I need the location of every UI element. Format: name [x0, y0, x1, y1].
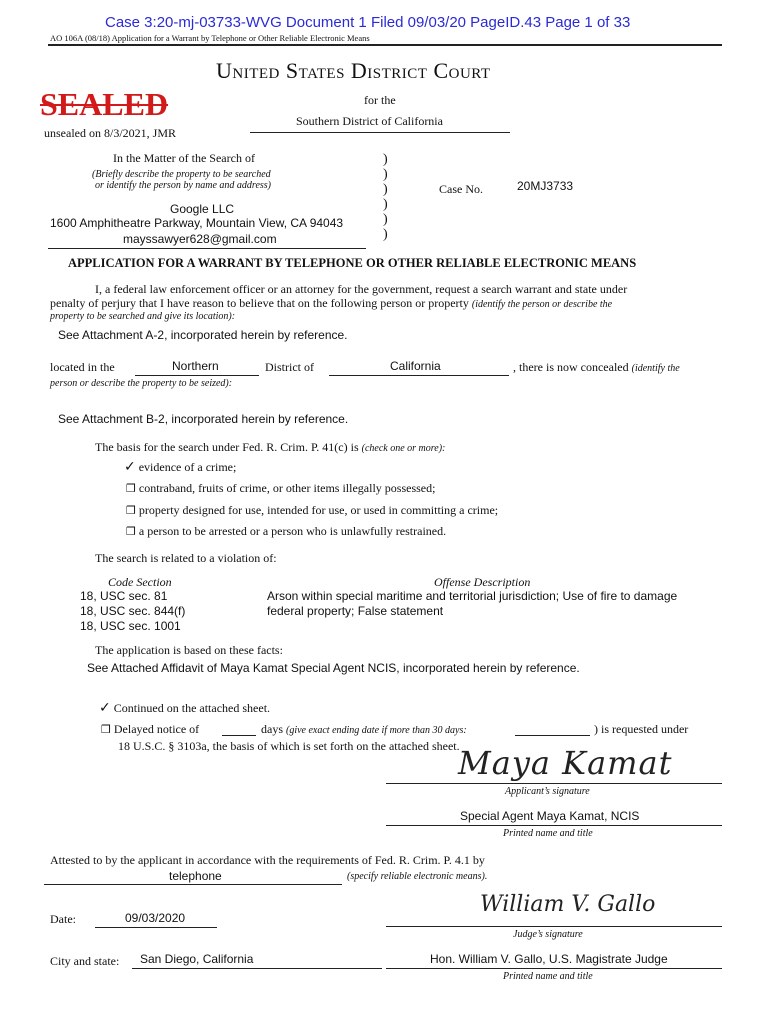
facts-text: See Attached Affidavit of Maya Kamat Special Agent NCIS, incorporated herein by reference.	[87, 661, 580, 675]
delayed-label: Delayed notice of	[113, 722, 200, 736]
city-state-label: City and state:	[50, 954, 120, 968]
basis-item-label: property designed for use, intended for use, or used in committing a crime;	[138, 503, 499, 517]
basis-item-label: evidence of a crime;	[138, 460, 237, 474]
state-value: California	[390, 359, 441, 373]
judge-signature: William V. Gallo	[480, 892, 656, 917]
concealed-hint: (identify the	[631, 363, 680, 374]
checkbox-unchecked-icon[interactable]: ❒	[126, 525, 136, 538]
date-label: Date:	[50, 912, 76, 926]
offense-description-header: Offense Description	[434, 575, 531, 589]
checkbox-checked-icon[interactable]: ✓	[124, 459, 136, 475]
days-blank[interactable]	[222, 735, 256, 736]
matter-hint-1: (Briefly describe the property to be searched	[92, 169, 271, 180]
checkbox-unchecked-icon[interactable]: ❒	[101, 723, 111, 736]
days-label: days	[261, 722, 283, 736]
matter-hint-2: or identify the person by name and address)	[95, 180, 271, 191]
code-row: 18, USC sec. 81	[80, 589, 168, 603]
unsealed-note: unsealed on 8/3/2021, JMR	[44, 126, 176, 140]
matter-brackets: ) ) ) ) ) )	[383, 152, 388, 242]
intro-hint-2: property to be searched and give its location):	[50, 311, 236, 322]
case-stamp: Case 3:20-mj-03733-WVG Document 1 Filed 09/03/20 PageID.43 Page 1 of 33	[105, 14, 631, 31]
basis-item-label: a person to be arrested or a person who is unlawfully restrained.	[138, 524, 447, 538]
code-row: 18, USC sec. 1001	[80, 619, 181, 633]
judge-printed-name: Hon. William V. Gallo, U.S. Magistrate Judge	[430, 952, 668, 966]
intro-line-1: I, a federal law enforcement officer or an attorney for the government, request a search warrant and state under	[95, 282, 628, 296]
district-name: Southern District of California	[296, 114, 443, 128]
offense-line-1: Arson within special maritime and territorial jurisdiction; Use of fire to damage	[267, 589, 678, 603]
judge-signature-rule	[386, 926, 722, 927]
basis-item-person	[126, 524, 446, 539]
applicant-signature-rule	[386, 783, 722, 784]
court-title: United States District Court	[216, 58, 491, 83]
code-row: 18, USC sec. 844(f)	[80, 604, 186, 618]
sealed-stamp: SEALED	[40, 86, 169, 122]
basis-heading: The basis for the search under Fed. R. Crim. P. 41(c) is	[95, 440, 359, 454]
attachment-a: See Attachment A-2, incorporated herein by reference.	[58, 328, 348, 342]
for-the-label: for the	[364, 93, 396, 107]
code-section-header: Code Section	[108, 575, 172, 589]
judge-name-rule	[386, 968, 722, 969]
applicant-signature: Maya Kamat	[458, 744, 673, 782]
located-in-label: located in the	[50, 360, 115, 374]
continued-item	[99, 700, 270, 716]
basis-hint: (check one or more):	[361, 443, 446, 454]
district-rule	[250, 132, 510, 133]
city-state-rule	[132, 968, 382, 969]
continued-label: Continued on the attached sheet.	[113, 701, 271, 715]
date-rule	[95, 927, 217, 928]
intro-hint-1: (identify the person or describe the	[471, 299, 613, 310]
violation-heading: The search is related to a violation of:	[95, 551, 277, 565]
matter-address: 1600 Amphitheatre Parkway, Mountain View, CA 94043	[50, 216, 344, 230]
judge-signature-label: Judge’s signature	[513, 929, 583, 940]
district-of-label: District of	[265, 360, 314, 374]
requested-label: ) is requested under	[594, 722, 689, 736]
applicant-printed-name: Special Agent Maya Kamat, NCIS	[460, 809, 640, 823]
applicant-signature-label: Applicant’s signature	[505, 786, 590, 797]
ending-date-blank[interactable]	[515, 735, 590, 736]
checkbox-checked-icon[interactable]: ✓	[99, 700, 111, 716]
district-value: Northern	[172, 359, 219, 373]
case-no-label: Case No.	[439, 182, 483, 196]
matter-heading: In the Matter of the Search of	[113, 151, 255, 165]
applicant-name-rule	[386, 825, 722, 826]
state-value-rule	[329, 375, 509, 376]
application-title: APPLICATION FOR A WARRANT BY TELEPHONE OR OTHER RELIABLE ELECTRONIC MEANS	[68, 256, 637, 270]
attest-method-rule	[44, 884, 342, 885]
attest-text: Attested to by the applicant in accordance with the requirements of Fed. R. Crim. P. 4.1 by	[50, 853, 485, 867]
city-state-value: San Diego, California	[140, 952, 254, 966]
offense-line-2: federal property; False statement	[267, 604, 444, 618]
attachment-b: See Attachment B-2, incorporated herein by reference.	[58, 412, 349, 426]
basis-item-property	[126, 503, 498, 518]
district-value-rule	[135, 375, 259, 376]
days-hint: (give exact ending date if more than 30 days:	[286, 725, 467, 736]
basis-item-label: contraband, fruits of crime, or other items illegally possessed;	[138, 481, 436, 495]
seized-hint: person or describe the property to be seized):	[50, 378, 233, 389]
delayed-notice-item	[101, 722, 199, 737]
applicant-printed-label: Printed name and title	[503, 828, 593, 839]
basis-item-evidence	[124, 459, 236, 475]
attest-method-hint: (specify reliable electronic means).	[347, 871, 488, 882]
basis-item-contraband	[126, 481, 435, 496]
form-id: AO 106A (08/18) Application for a Warrant by Telephone or Other Reliable Electronic Means	[50, 33, 370, 43]
case-no-value: 20MJ3733	[517, 179, 574, 193]
attest-method: telephone	[169, 869, 222, 883]
facts-heading: The application is based on these facts:	[95, 643, 283, 657]
matter-name: Google LLC	[170, 202, 235, 216]
header-rule	[48, 44, 722, 46]
judge-printed-label: Printed name and title	[503, 971, 593, 982]
date-value: 09/03/2020	[125, 911, 186, 925]
matter-rule	[48, 248, 366, 249]
matter-email: mayssawyer628@gmail.com	[123, 232, 277, 246]
statute-line: 18 U.S.C. § 3103a, the basis of which is set forth on the attached sheet.	[118, 739, 460, 753]
intro-line-2: penalty of perjury that I have reason to believe that on the following person or property	[50, 296, 469, 310]
concealed-label: , there is now concealed	[513, 360, 629, 374]
checkbox-unchecked-icon[interactable]: ❒	[126, 482, 136, 495]
checkbox-unchecked-icon[interactable]: ❒	[126, 504, 136, 517]
